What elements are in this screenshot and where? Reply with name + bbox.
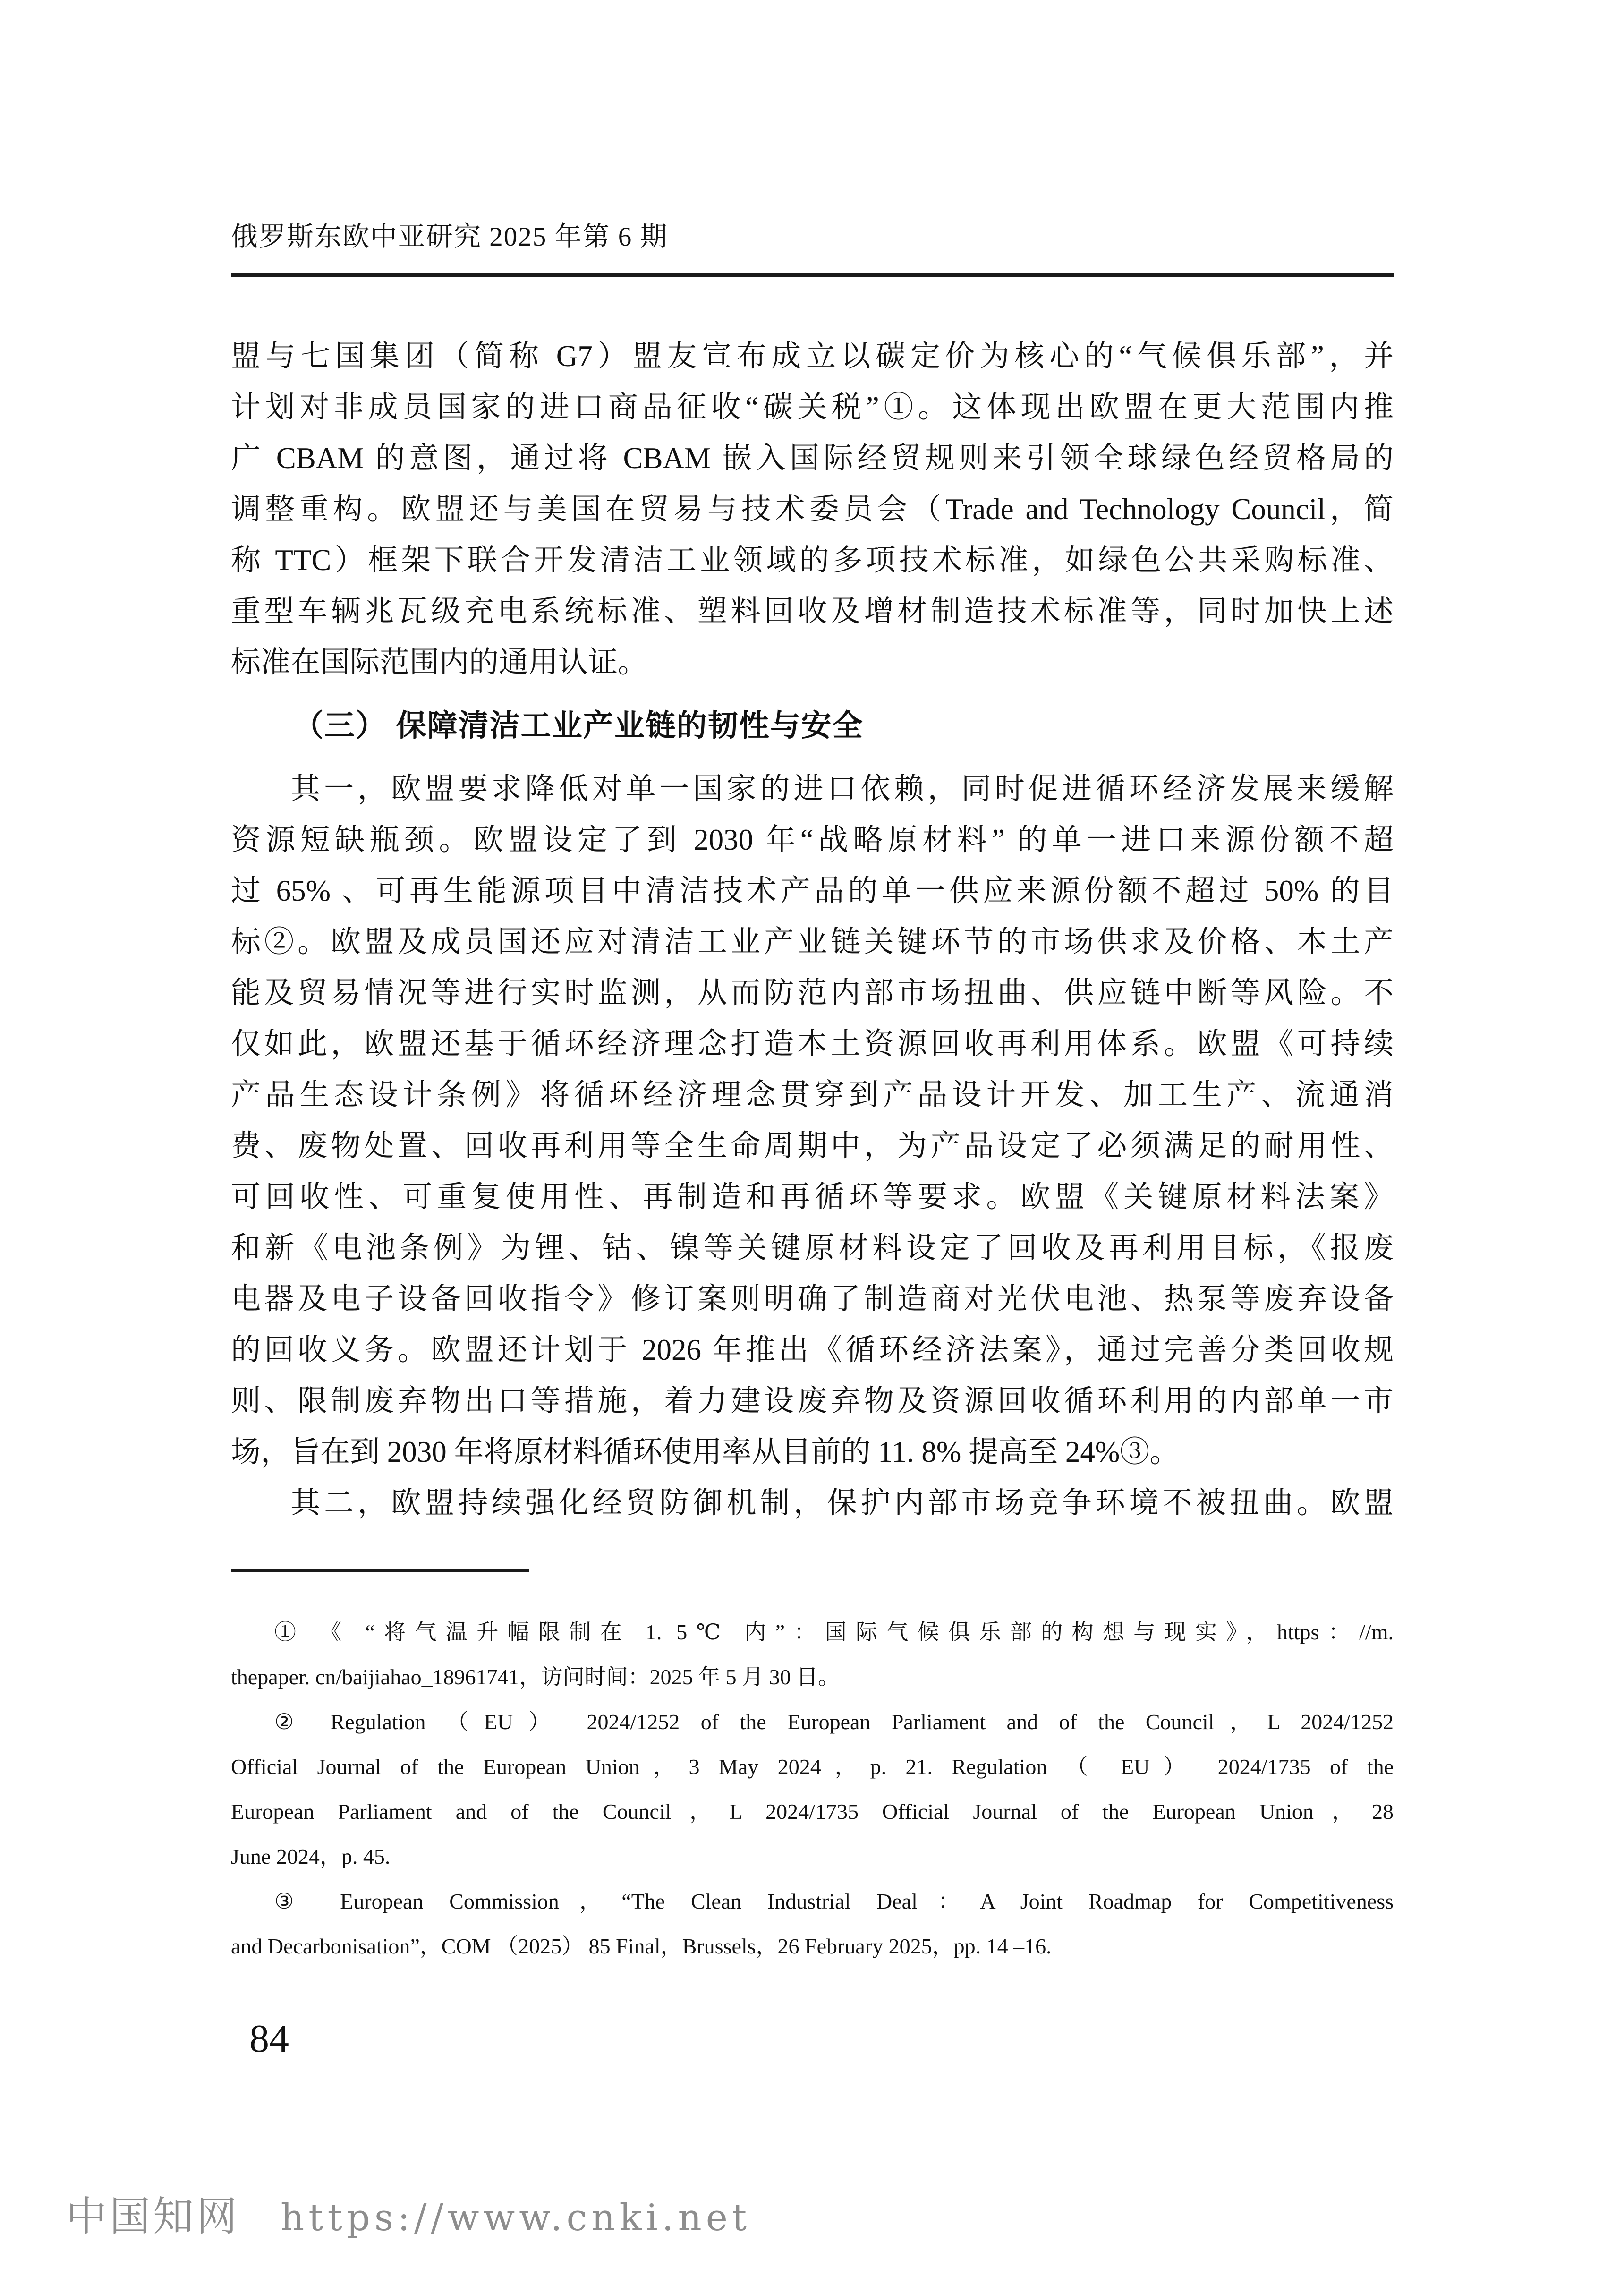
body-line: 的回收义务。欧盟还计划于 2026 年推出《循环经济法案》，通过完善分类回收规 [231,1333,1394,1366]
footnote-line: ② Regulation （EU） 2024/1252 of the European Parliament and of the Council，L 2024/1252 [274,1710,1394,1734]
body-line: 广 CBAM 的意图，通过将 CBAM 嵌入国际经贸规则来引领全球绿色经贸格局的 [231,442,1394,475]
body-line: 则、限制废弃物出口等措施，着力建设废弃物及资源回收循环利用的内部单一市 [231,1384,1394,1417]
body-line: 调整重构。欧盟还与美国在贸易与技术委员会（Trade and Technology Council，简 [231,493,1394,526]
body-line: 其二，欧盟持续强化经贸防御机制，保护内部市场竞争环境不被扭曲。欧盟 [290,1486,1394,1519]
body-line: 标准在国际范围内的通用认证。 [231,646,647,679]
body-line: 计划对非成员国家的进口商品征收“碳关税”①。这体现出欧盟在更大范围内推 [231,391,1394,424]
footnote-line: June 2024，p. 45. [231,1844,391,1868]
body-line: 过 65% 、可再生能源项目中清洁技术产品的单一供应来源份额不超过 50% 的目 [231,874,1394,907]
body-line: 仅如此，欧盟还基于循环经济理念打造本土资源回收再利用体系。欧盟《可持续 [231,1027,1394,1060]
body-line: 和新《电池条例》为锂、钴、镍等关键原材料设定了回收及再利用目标，《报废 [231,1231,1394,1264]
cnki-url: https://www.cnki.net [281,2197,751,2239]
body-line: 盟与七国集团（简称 G7）盟友宣布成立以碳定价为核心的“气候俱乐部”，并 [231,340,1394,373]
body-line: 场，旨在到 2030 年将原材料循环使用率从目前的 11. 8% 提高至 24%③。 [231,1435,1180,1468]
journal-header: 俄罗斯东欧中亚研究 2025 年第 6 期 [231,222,668,252]
article-body [231,331,1394,1528]
body-line: 电器及电子设备回收指令》修订案则明确了制造商对光伏电池、热泵等废弃设备 [231,1282,1394,1315]
body-line: 可回收性、可重复使用性、再制造和再循环等要求。欧盟《关键原材料法案》 [231,1180,1394,1213]
page-number: 84 [249,2017,289,2061]
footnote-separator [231,1569,529,1572]
header-rule [231,273,1394,277]
section-heading: （三） 保障清洁工业产业链的韧性与安全 [293,708,864,742]
footnote-line: thepaper. cn/baijiahao_18961741，访问时间：2025 年 5 月 30 日。 [231,1665,840,1689]
body-line: 产品生态设计条例》将循环经济理念贯穿到产品设计开发、加工生产、流通消 [231,1078,1394,1111]
footnote-line: Official Journal of the European Union，3 May 2024，p. 21. Regulation （ EU） 2024/1735 of the [231,1755,1394,1779]
body-line: 重型车辆兆瓦级充电系统标准、塑料回收及增材制造技术标准等，同时加快上述 [231,595,1394,628]
footnote-line: and Decarbonisation”，COM （2025） 85 Final，Brussels，26 February 2025，pp. 14 –16. [231,1934,1052,1958]
footnotes [231,1610,1394,1969]
body-line: 其一，欧盟要求降低对单一国家的进口依赖，同时促进循环经济发展来缓解 [290,772,1394,805]
body-line: 能及贸易情况等进行实时监测，从而防范内部市场扭曲、供应链中断等风险。不 [231,976,1394,1009]
body-line: 资源短缺瓶颈。欧盟设定了到 2030 年“战略原材料” 的单一进口来源份额不超 [231,823,1394,856]
cnki-watermark [66,2191,751,2243]
body-line: 费、废物处置、回收再利用等全生命周期中，为产品设定了必须满足的耐用性、 [231,1129,1394,1162]
footnote-line: European Parliament and of the Council，L 2024/1735 Official Journal of the European Union，28 [231,1799,1394,1824]
footnote-line: ③ European Commission，“The Clean Industrial Deal：A Joint Roadmap for Competitiveness [274,1889,1394,1913]
footnote-line: ① 《 “将气温升幅限制在 1. 5℃ 内”：国际气候俱乐部的构想与现实》，https：//m. [274,1620,1394,1644]
body-line: 称 TTC）框架下联合开发清洁工业领域的多项技术标准，如绿色公共采购标准、 [231,544,1394,577]
cnki-logo-text: 中国知网 [66,2194,240,2239]
body-line: 标②。欧盟及成员国还应对清洁工业产业链关键环节的市场供求及价格、本土产 [231,925,1394,958]
